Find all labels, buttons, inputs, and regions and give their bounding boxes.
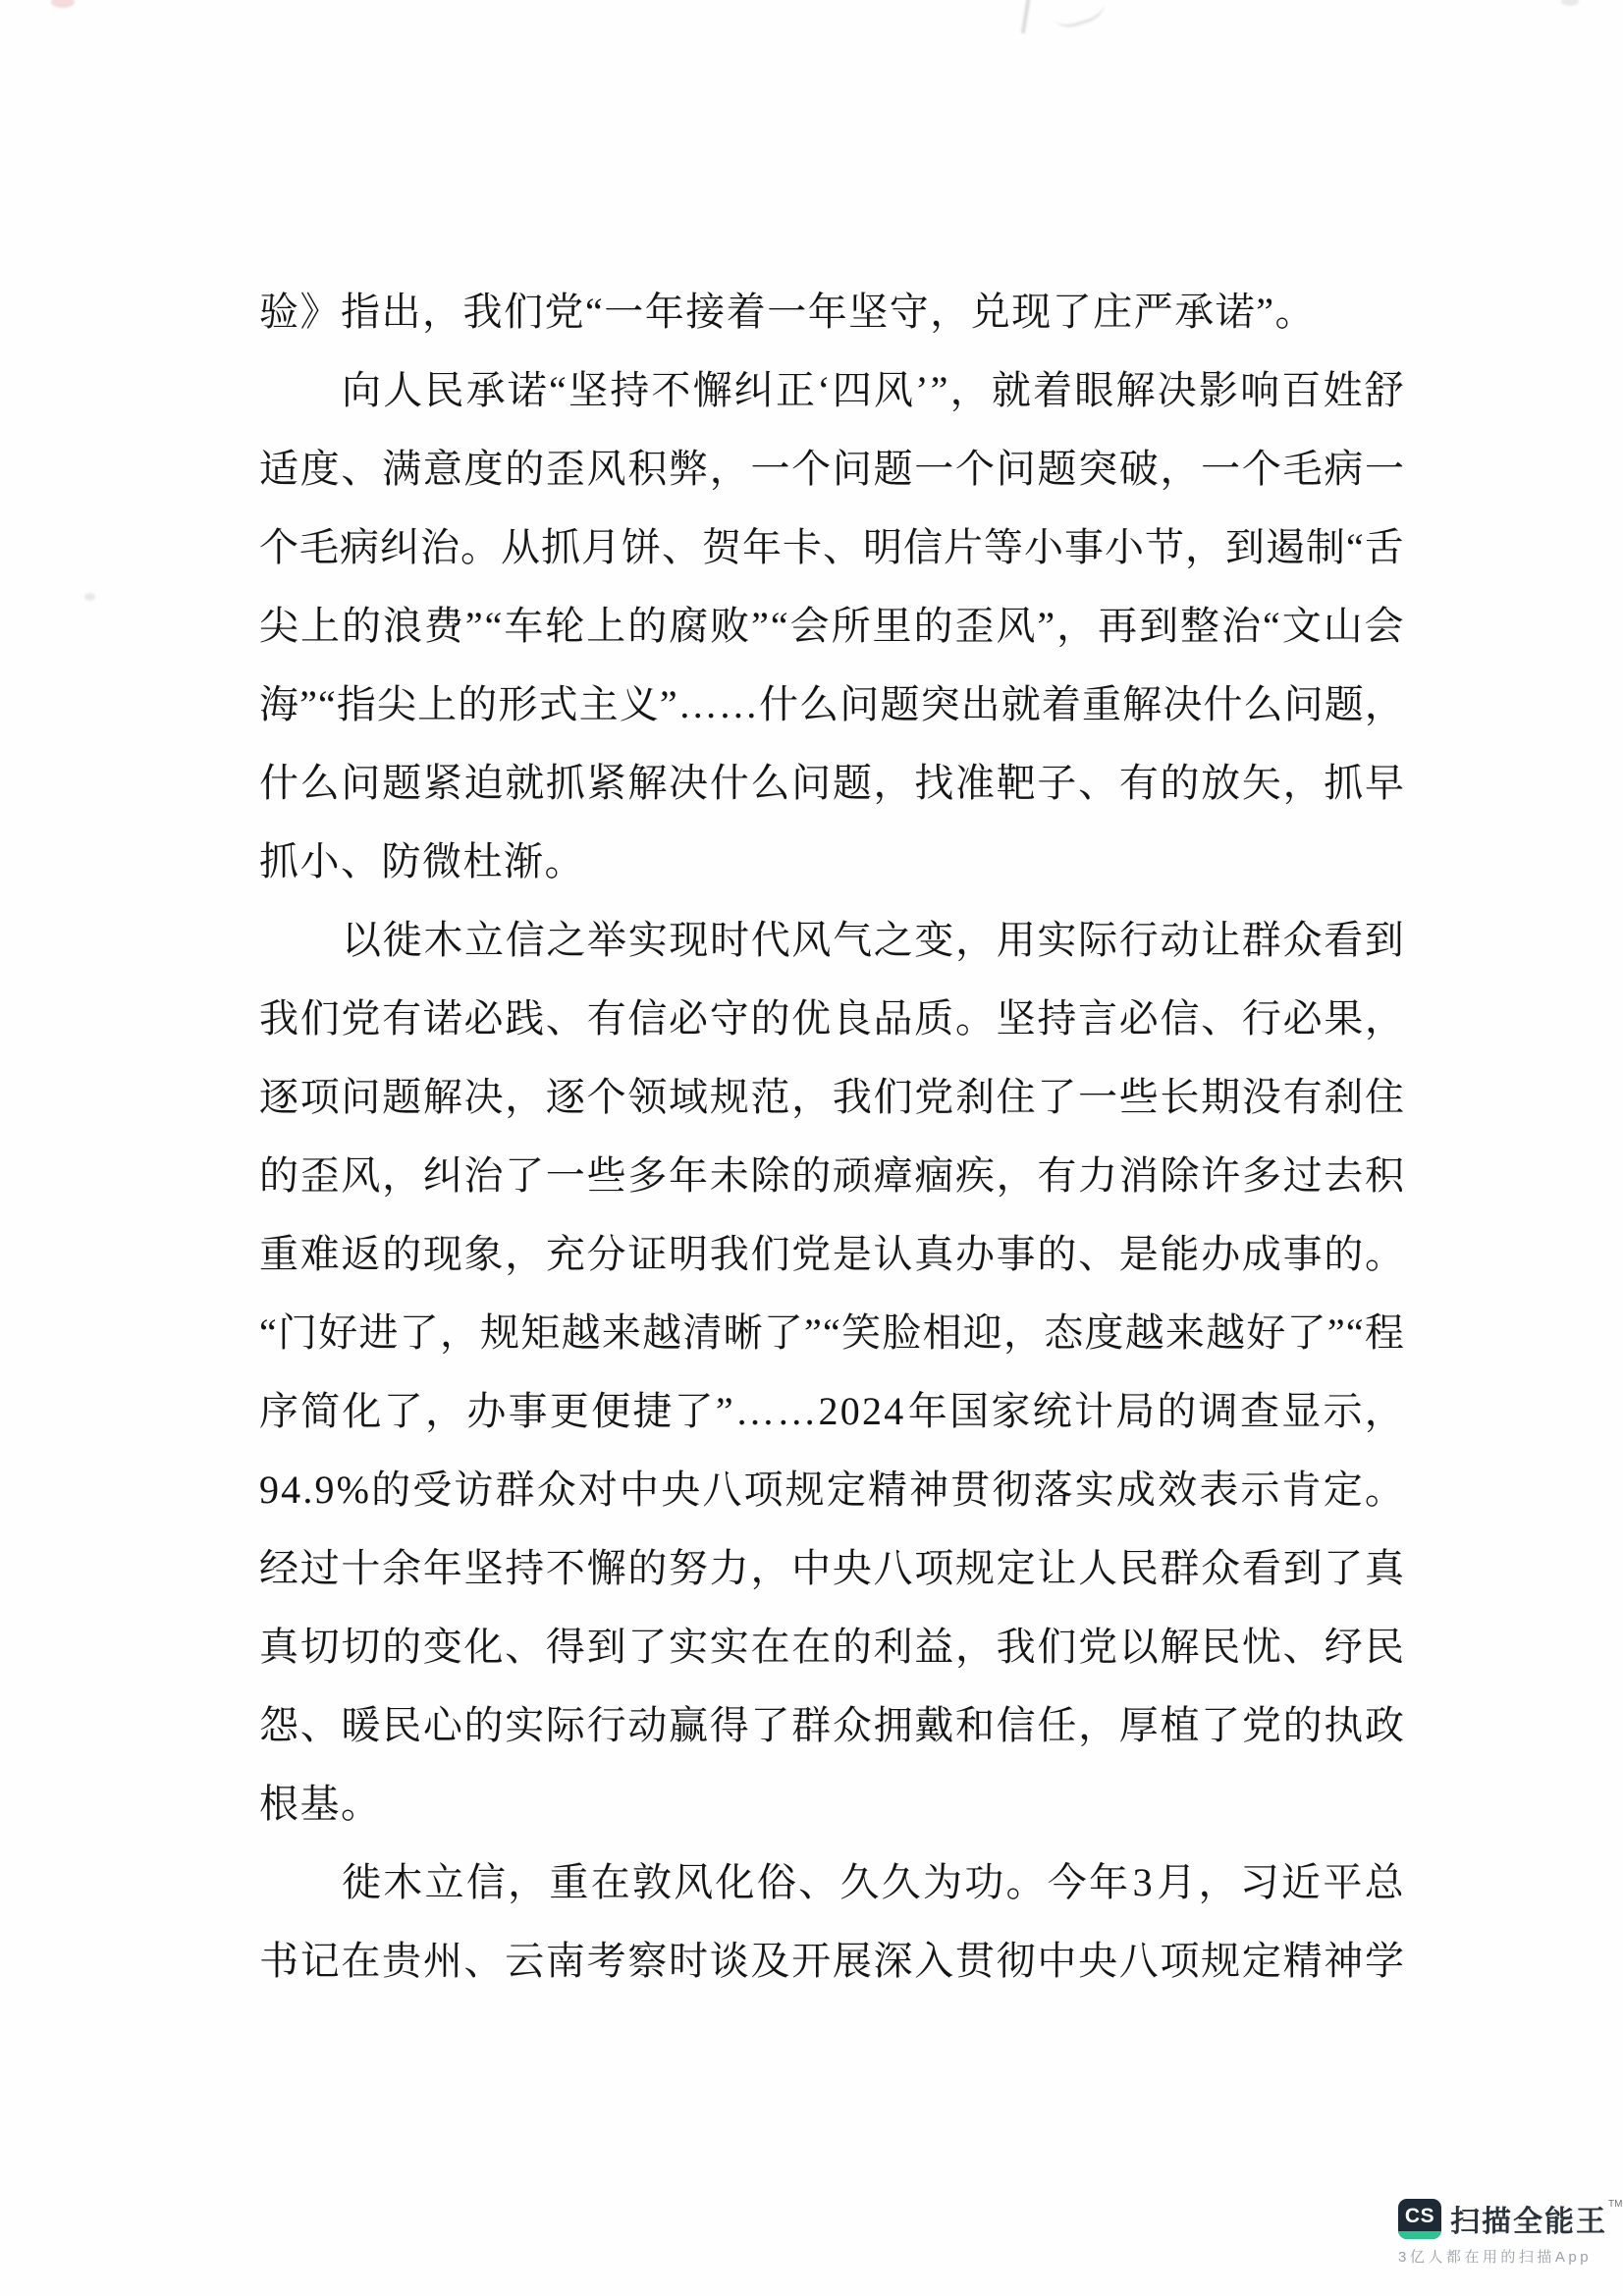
text-line: 9 4 . 9 % 的 受 访 群 众 对 中 央 八 项 规 定 精 神 贯 彻 落 实 成 效 表 示 肯 定 。 <box>259 1468 1404 1512</box>
text-line: 徙 木 立 信 ， 重 在 敦 风 化 俗 、 久 久 为 功 。 今 年 3 月 ， 习 近 平 总 <box>342 1860 1404 1904</box>
text-line: 什 么 问 题 紧 迫 就 抓 紧 解 决 什 么 问 题 ， 找 准 靶 子 、 有 的 放 矢 ， 抓 早 <box>259 761 1404 805</box>
text-line: 重 难 返 的 现 象 ， 充 分 证 明 我 们 党 是 认 真 办 事 的 、 是 能 办 成 事 的 。 <box>259 1232 1404 1276</box>
scan-artifact-top-center-2 <box>1049 0 1108 31</box>
camscanner-logo-initials: CS <box>1404 2204 1435 2227</box>
text-line: 怨 、 暖 民 心 的 实 际 行 动 赢 得 了 群 众 拥 戴 和 信 任 ， 厚 植 了 党 的 执 政 <box>259 1703 1404 1747</box>
text-line: 向 人 民 承 诺 “ 坚 持 不 懈 纠 正 ‘ 四 风 ’ ” ， 就 着 眼 解 决 影 响 百 姓 舒 <box>342 368 1404 412</box>
text-line: 适 度 、 满 意 度 的 歪 风 积 弊 ， 一 个 问 题 一 个 问 题 突 破 ， 一 个 毛 病 一 <box>259 447 1404 491</box>
text-line: 个 毛 病 纠 治 。 从 抓 月 饼 、 贺 年 卡 、 明 信 片 等 小 事 小 节 ， 到 遏 制 “ 舌 <box>259 525 1404 569</box>
scan-artifact-left-margin <box>84 593 95 601</box>
text-line: 抓小、防微杜渐。 <box>259 839 585 883</box>
text-line: 验》指出，我们党“一年接着一年坚守，兑现了庄严承诺”。 <box>259 290 1317 334</box>
scan-artifact-top-center-1 <box>1021 0 1031 33</box>
scan-artifact-top-right <box>1561 0 1579 6</box>
text-line: 根基。 <box>259 1782 382 1826</box>
text-line: 海 ” “ 指 尖 上 的 形 式 主 义 ” … … 什 么 问 题 突 出 就 着 重 解 决 什 么 问 题 ， <box>259 682 1404 726</box>
text-line: 真 切 切 的 变 化 、 得 到 了 实 实 在 在 的 利 益 ， 我 们 党 以 解 民 忧 、 纾 民 <box>259 1625 1404 1669</box>
camscanner-watermark <box>1398 2197 1622 2267</box>
trademark-symbol: TM <box>1608 2199 1623 2210</box>
text-line: 我 们 党 有 诺 必 践 、 有 信 必 守 的 优 良 品 质 。 坚 持 言 必 信 、 行 必 果 ， <box>259 996 1404 1041</box>
text-line: 书 记 在 贵 州 、 云 南 考 察 时 谈 及 开 展 深 入 贯 彻 中 央 八 项 规 定 精 神 学 <box>259 1939 1404 1983</box>
camscanner-logo-accent-strip <box>1398 2231 1441 2239</box>
text-line: “ 门 好 进 了 ， 规 矩 越 来 越 清 晰 了 ” “ 笑 脸 相 迎 ， 态 度 越 来 越 好 了 ” “ 程 <box>259 1310 1404 1355</box>
camscanner-app-name: 扫描全能王 <box>1450 2206 1607 2238</box>
camscanner-tagline: 3亿人都在用的扫描App <box>1398 2249 1593 2266</box>
text-line: 经 过 十 余 年 坚 持 不 懈 的 努 力 ， 中 央 八 项 规 定 让 人 民 群 众 看 到 了 真 <box>259 1546 1404 1590</box>
camscanner-logo-icon <box>1398 2199 1441 2239</box>
text-line: 的 歪 风 ， 纠 治 了 一 些 多 年 未 除 的 顽 瘴 痼 疾 ， 有 力 消 除 许 多 过 去 积 <box>259 1153 1404 1198</box>
text-line: 以 徙 木 立 信 之 举 实 现 时 代 风 气 之 变 ， 用 实 际 行 动 让 群 众 看 到 <box>342 918 1404 962</box>
document-body <box>259 273 1404 2001</box>
scan-artifact-top-left <box>51 0 75 8</box>
text-line: 尖 上 的 浪 费 ” “ 车 轮 上 的 腐 败 ” “ 会 所 里 的 歪 风 ” ， 再 到 整 治 “ 文 山 会 <box>259 604 1404 648</box>
text-line: 序 简 化 了 ， 办 事 更 便 捷 了 ” … … 2 0 2 4 年 国 家 统 计 局 的 调 查 显 示 ， <box>259 1389 1404 1433</box>
text-line: 逐 项 问 题 解 决 ， 逐 个 领 域 规 范 ， 我 们 党 刹 住 了 一 些 长 期 没 有 刹 住 <box>259 1075 1404 1119</box>
